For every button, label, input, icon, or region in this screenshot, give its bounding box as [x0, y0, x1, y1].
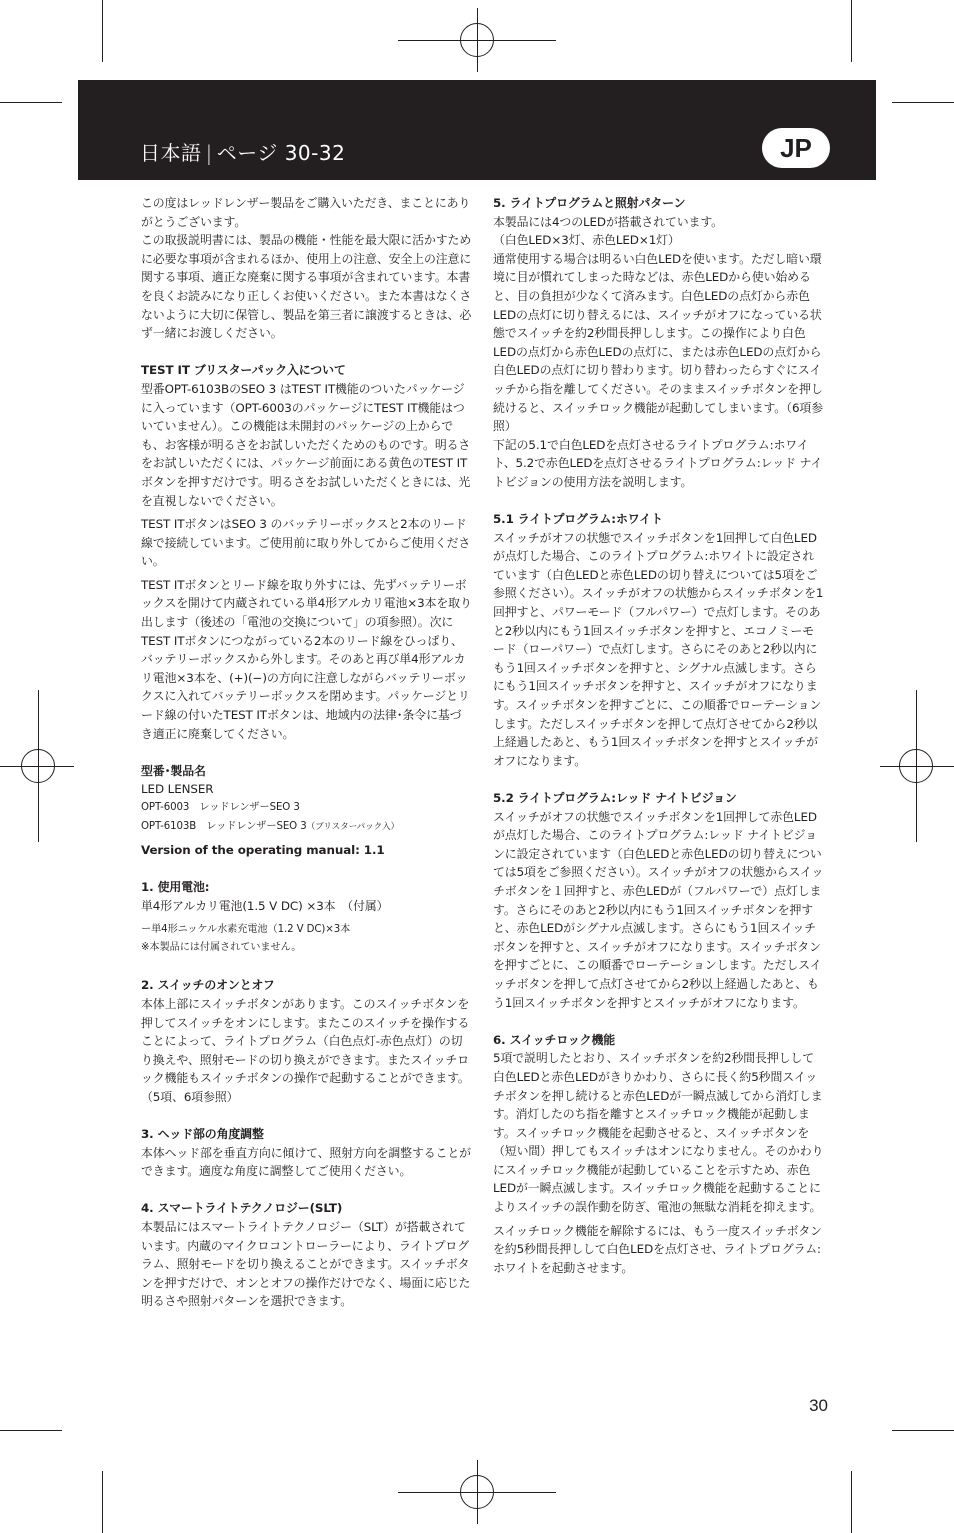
- model-line: OPT-6003 レッドレンザーSEO 3: [141, 802, 300, 813]
- left-column: [141, 194, 473, 1311]
- section-heading-6: 6. スイッチロック機能: [493, 1032, 616, 1047]
- section-body-4: 本製品にはスマートライトテクノロジー（SLT）が搭載されています。内蔵のマイクロコントローラーにより、ライトプログラム、照射モードを切り換えることができます。スイッチボタンを押すだけで、オンとオフの操作だけでなく、場面に応じた明るさや照射パターンを選択できます。: [141, 1220, 471, 1309]
- language-label: 日本語: [140, 141, 202, 165]
- section-body-6-release: スイッチロック機能を解除するには、もう一度スイッチボタンを約5秒間長押しして白色LEDを点灯させ、ライトプログラム:ホワイトを起動させます。: [493, 1223, 822, 1275]
- registration-mark: [899, 749, 933, 783]
- language-badge: JP: [762, 128, 830, 168]
- page-number: 30: [809, 1396, 828, 1415]
- section-body-3: 本体ヘッド部を垂直方向に傾けて、照射方向を調整することができます。適度な角度に調整してご使用ください。: [141, 1145, 471, 1179]
- crop-mark: [892, 1430, 954, 1431]
- brand-name: LED LENSER: [141, 782, 214, 797]
- section-body-6: 5項で説明したとおり、スイッチボタンを約2秒間長押しして白色LEDと赤色LEDがきりかわり、さらに長く約5秒間スイッチボタンを押し続けると赤色LEDが一瞬点滅してから消灯します。消灯したのち指を離すとスイッチロック機能が起動します。スイッチロック機能を起動させると、スイッチボタンを（短い間）押してもスイッチはオンになりません。そのかわりにスイッチロック機能が起動していることを示すため、赤色LEDが一瞬点滅します。スイッチロック機能を起動することによりスイッチの誤作動を防ぎ、電池の無駄な消耗を抑えます。: [493, 1051, 824, 1215]
- section-body-5-2: スイッチがオフの状態でスイッチボタンを1回押して赤色LEDが点灯した場合、このライトプログラム:レッド ナイトビジョンに設定されています（白色LEDと赤色LEDの切り替えについては5項をご参照ください）。スイッチがオフの状態からスイッチボタンを１回押すと、赤色LEDが（フルパワーで）点灯します。さらにそのあと2秒以内にもう1回スイッチボタンを押すと、赤色LEDがシグナル点滅します。さらにもう1回スイッチボタンを押すと、スイッチがオフになります。スイッチボタンを押すごとに、この順番でローテーションします。ただしスイッチボタンを押して点灯させてから2秒以上経過したあと、もう1回スイッチボタンを押すとスイッチがオフになります。: [493, 809, 824, 1010]
- section-heading-3: 3. ヘッド部の角度調整: [141, 1127, 264, 1142]
- led-count-line: 本製品には4つのLEDが搭載されています。: [493, 214, 723, 229]
- test-it-paragraph: TEST ITボタンはSEO 3 のバッテリーボックスと2本のリード線で接続しています。ご使用前に取り外してからご使用ください。: [141, 517, 471, 569]
- right-column: [493, 194, 825, 1277]
- battery-line: 単4形アルカリ電池(1.5 V DC) ×3本 （付属）: [141, 898, 389, 913]
- section-heading-4: 4. スマートライトテクノロジー(SLT): [141, 1201, 343, 1216]
- section-heading-5-2: 5.2 ライトプログラム:レッド ナイトビジョン: [493, 791, 737, 805]
- section-heading-models: 型番･製品名: [141, 763, 206, 778]
- crop-mark: [102, 1471, 103, 1533]
- section-body-5-1: スイッチがオフの状態でスイッチボタンを1回押して白色LEDが点灯した場合、このライトプログラム:ホワイトに設定されています（白色LEDと赤色LEDの切り替えについては5項をご参照ください）。スイッチがオフの状態からスイッチボタンを1回押すと、パワーモード（フルパワー）で点灯します。そのあと2秒以内にもう1回スイッチボタンを押すと、エコノミーモード（ローパワー）で点灯します。さらにそのあと2秒以内にもう1回スイッチボタンを押すと、シグナル点滅します。さらにもう1回スイッチボタンを押すと、スイッチがオフになります。スイッチボタンを押すごとに、この順番でローテーションします。ただしスイッチボタンを押して点灯させてから2秒以上経過したあと、もう1回スイッチボタンを押すとスイッチがオフになります。: [493, 530, 824, 768]
- crop-mark: [851, 0, 852, 62]
- section-body-2: 本体上部にスイッチボタンがあります。このスイッチボタンを押してスイッチをオンにします。またこのスイッチを操作することによって、ライトプログラム（白色点灯-赤色点灯）の切り換えや、照射モードの切り換えができます。またスイッチロック機能もスイッチボタンの操作で起動することができます。（5項、6項参照）: [141, 996, 470, 1104]
- led-detail-line: （白色LED×3灯、赤色LED×1灯）: [493, 233, 680, 248]
- section-heading-5-1: 5.1 ライトプログラム:ホワイト: [493, 512, 663, 527]
- registration-mark: [460, 23, 494, 57]
- crop-mark: [892, 102, 954, 103]
- registration-mark: [21, 749, 55, 783]
- section-heading-2: 2. スイッチのオンとオフ: [141, 978, 275, 993]
- crop-mark: [0, 102, 62, 103]
- header-separator: |: [205, 141, 213, 165]
- registration-mark: [460, 1475, 494, 1509]
- page-range: ページ 30-32: [216, 141, 346, 165]
- header-band: [78, 80, 876, 180]
- crop-mark: [0, 1430, 62, 1431]
- battery-note: ー単4形ニッケル水素充電池（1.2 V DC)×3本: [141, 923, 351, 935]
- crop-mark: [102, 0, 103, 62]
- battery-note: ※本製品には付属されていません。: [141, 942, 302, 954]
- section-heading-5: 5. ライトプログラムと照射パターン: [493, 196, 686, 210]
- model-line: OPT-6103B レッドレンザーSEO 3（ブリスターパック入）: [141, 820, 400, 832]
- header-title: [140, 136, 345, 170]
- manual-version: Version of the operating manual: 1.1: [141, 843, 385, 858]
- section-body-5: 通常使用する場合は明るい白色LEDを使います。ただし暗い環境に目が慣れてしまった時などは、赤色LEDから使い始めると、目の負担が少なくて済みます。白色LEDの点灯から赤色LEDの点灯に切り替えるには、スイッチがオフになっている状態でスイッチを約2秒間長押しします。この操作により白色LEDの点灯から赤色LEDの点灯に、または赤色LEDの点灯から白色LEDの点灯に切り替わります。切り替わったらすぐにスイッチから指を離してください。そのままスイッチボタンを押し続けると、スイッチロック機能が起動してしまいます。（6項参照）: [493, 251, 823, 434]
- test-it-paragraph: TEST ITボタンとリード線を取り外すには、先ずバッテリーボックスを開けて内蔵されている単4形アルカリ電池×3本を取り出します（後述の「電池の交換について」の項参照）。次にTEST ITボタンにつながっている2本のリード線をひっぱり、バッテリーボックスから外します。そのあと再び単4形アルカリ電池×3本を、(+)(−)の方向に注意しながらバッテリーボックスに入れてバッテリーボックスを閉めます。パッケージとリード線の付いたTEST ITボタンは、地域内の法律･条令に基づき適正に廃棄してください。: [141, 577, 472, 741]
- intro-paragraph: この度はレッドレンザー製品をご購入いただき、まことにありがとうございます。: [141, 196, 471, 229]
- crop-mark: [851, 1471, 852, 1533]
- intro-paragraph: この取扱説明書には、製品の機能・性能を最大限に活かすために必要な事項が含まれるほか、使用上の注意、安全上の注意に関する事項、適正な廃棄に関する事項が含まれています。本書を良くお読みになり正しくお使いください。また本書はなくさないように大切に保管し、製品を第三者に譲渡するときは、必ず一緒にお渡しください。: [141, 233, 472, 341]
- section-body-5-note: 下記の5.1で白色LEDを点灯させるライトプログラム:ホワイト、5.2で赤色LEDを点灯させるライトプログラム:レッド ナイトビジョンの使用方法を説明します。: [493, 437, 823, 489]
- test-it-paragraph: 型番OPT-6103BのSEO 3 はTEST IT機能のついたパッケージに入っています（OPT-6003のパッケージにTEST IT機能はついていません）。この機能は未開封のパッケージの上からでも、お客様が明るさをお試しいただくためのものです。明るさをお試しいただくには、パッケージ前面にある黄色のTEST ITボタンを押すだけです。明るさをお試しいただくときには、光を直視しないでください。: [141, 381, 471, 508]
- section-heading-1: 1. 使用電池:: [141, 880, 210, 895]
- section-heading-test-it: TEST IT ブリスターパック入について: [141, 363, 346, 378]
